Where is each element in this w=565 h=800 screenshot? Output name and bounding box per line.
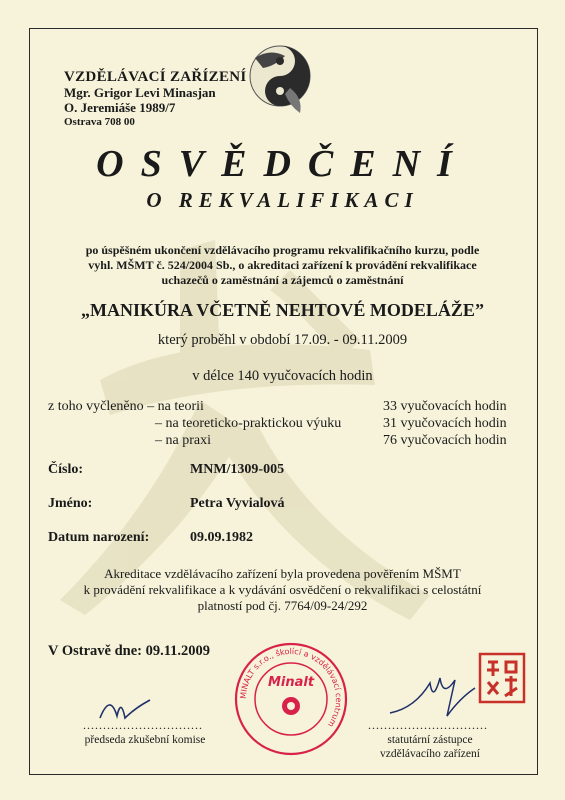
accreditation-line-1: Akreditace vzdělávacího zařízení byla provedena pověřením MŠMT [104, 566, 461, 581]
intro-line-3: uchazečů o zaměstnání a zájemců o zaměstnání [161, 273, 404, 287]
stamp-brand: Minalt [267, 675, 315, 690]
certificate-title: OSVĚDČENÍ [96, 143, 469, 185]
red-seal-icon [478, 652, 526, 704]
company-stamp [232, 640, 350, 758]
number-value: MNM/1309-005 [190, 462, 285, 477]
intro-line-2: vyhl. MŠMT č. 524/2004 Sb., o akreditaci zařízení k provádění rekvalifikace [88, 258, 477, 272]
director-caption-line-1: statutární zástupce [387, 734, 473, 746]
breakdown-hours-practice: 76 vyučovacích hodin [383, 433, 507, 448]
issuer-name: Mgr. Grigor Levi Minasjan [64, 85, 216, 100]
accreditation-line-2: k provádění rekvalifikace a k vydávání osvědčení o rekvalifikaci s celostátní [83, 582, 482, 597]
issuer-block [64, 70, 247, 130]
number-label: Číslo: [48, 462, 83, 477]
stamp-ring-text: MINALT s.r.o., školící a vzdělávací centrum [238, 646, 344, 729]
yin-yang-logo [245, 28, 315, 123]
examiner-caption: předseda zkušební komise [84, 734, 206, 746]
course-duration: v délce 140 vyučovacích hodin [192, 368, 373, 384]
director-signature-line: .............................. [368, 718, 488, 732]
dob-label: Datum narození: [48, 530, 150, 545]
director-signature [385, 668, 480, 723]
breakdown-row-theory: z toho vyčleněno – na teorii [48, 399, 204, 414]
intro-text [60, 243, 505, 288]
course-name: „MANIKÚRA VČETNĚ NEHTOVÉ MODELÁŽE” [81, 300, 484, 320]
breakdown-row-practice: – na praxi [155, 433, 211, 448]
accreditation-text [70, 566, 495, 614]
course-period: který proběhl v období 17.09. - 09.11.2009 [157, 332, 408, 348]
name-value: Petra Vyvialová [190, 496, 285, 511]
name-label: Jméno: [48, 496, 93, 511]
certificate-subtitle: O REKVALIFIKACI [146, 188, 419, 212]
director-caption-line-2: vzdělávacího zařízení [380, 748, 480, 760]
issuer-city: Ostrava 708 00 [64, 116, 135, 128]
breakdown-hours-mixed: 31 vyučovacích hodin [383, 416, 507, 431]
dob-value: 09.09.1982 [190, 530, 253, 545]
director-caption [350, 733, 510, 761]
breakdown-hours-theory: 33 vyučovacích hodin [383, 399, 507, 414]
intro-line-1: po úspěšném ukončení vzdělávacího programu rekvalifikačního kurzu, podle [85, 243, 480, 257]
breakdown-row-mixed: – na teoreticko-praktickou výuku [155, 416, 342, 431]
examiner-signature-line: .............................. [83, 718, 203, 732]
issue-place-date: V Ostravě dne: 09.11.2009 [48, 643, 211, 659]
issuer-heading: VZDĚLÁVACÍ ZAŘÍZENÍ [64, 69, 247, 85]
issuer-street: O. Jeremiáše 1989/7 [64, 100, 176, 115]
accreditation-line-3: platností pod čj. 7764/09-24/292 [197, 598, 368, 613]
